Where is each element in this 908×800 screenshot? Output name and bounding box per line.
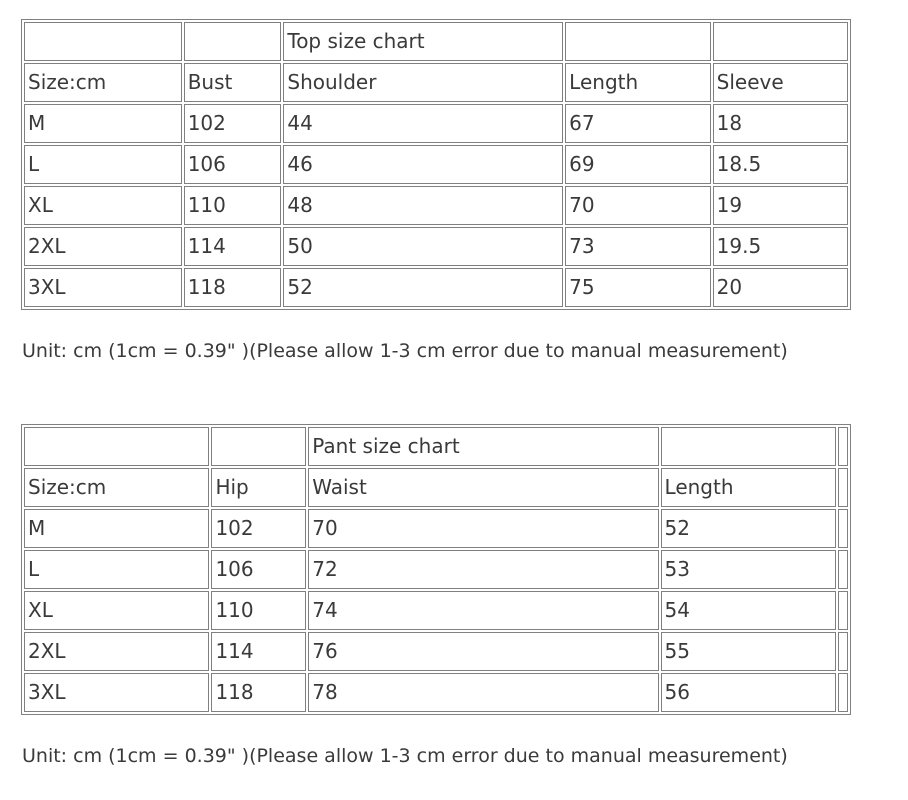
table-cell: 19 [713,186,848,225]
table-cell: 56 [661,673,836,712]
table-cell: XL [24,591,209,630]
table-cell: M [24,509,209,548]
table-cell: 70 [308,509,658,548]
table-cell: 52 [283,268,563,307]
table-cell [184,22,282,61]
table-cell [838,550,848,589]
column-header: Hip [211,468,306,507]
table-cell: 3XL [24,673,209,712]
column-header: Length [565,63,710,102]
table-cell: 19.5 [713,227,848,266]
table-cell [838,632,848,671]
column-header: Length [661,468,836,507]
table-cell [661,427,836,466]
table-cell: 18 [713,104,848,143]
table-cell [24,427,209,466]
table-cell [838,673,848,712]
table-cell: 52 [661,509,836,548]
table-row [24,186,848,225]
table-cell: 20 [713,268,848,307]
table-cell: 46 [283,145,563,184]
pant-chart-unit-note: Unit: cm (1cm = 0.39" )(Please allow 1-3 cm error due to manual measurement) [22,745,788,767]
top-chart-unit-note: Unit: cm (1cm = 0.39" )(Please allow 1-3 cm error due to manual measurement) [22,340,788,362]
table-cell: 76 [308,632,658,671]
table-cell: 3XL [24,268,182,307]
table-header-row [24,468,848,507]
table-cell: 106 [184,145,282,184]
table-cell: 53 [661,550,836,589]
table-title-row [24,22,848,61]
table-cell [838,427,848,466]
table-cell: 118 [184,268,282,307]
table-cell: 114 [184,227,282,266]
table-cell: L [24,145,182,184]
table-cell: 74 [308,591,658,630]
table-cell: 18.5 [713,145,848,184]
table-row [24,227,848,266]
table-header-row [24,63,848,102]
table-cell: 114 [211,632,306,671]
table-cell: 110 [211,591,306,630]
table-cell [838,591,848,630]
table-title-row [24,427,848,466]
table-cell [211,427,306,466]
table-cell: 110 [184,186,282,225]
table-row [24,509,848,548]
table-title: Top size chart [283,22,563,61]
table-cell [565,22,710,61]
table-cell: 2XL [24,632,209,671]
table-cell: 106 [211,550,306,589]
column-header: Waist [308,468,658,507]
top-size-chart-table [21,19,851,310]
table-cell: 67 [565,104,710,143]
column-header: Bust [184,63,282,102]
column-header [838,468,848,507]
pant-size-chart-table [21,424,851,715]
table-cell: 69 [565,145,710,184]
table-title: Pant size chart [308,427,658,466]
table-cell: 48 [283,186,563,225]
table-cell: 102 [211,509,306,548]
table-cell: 70 [565,186,710,225]
table-cell: 55 [661,632,836,671]
table-cell: 50 [283,227,563,266]
column-header: Shoulder [283,63,563,102]
table-cell: 78 [308,673,658,712]
table-cell: 2XL [24,227,182,266]
table-row [24,550,848,589]
table-row [24,591,848,630]
table-cell: 102 [184,104,282,143]
table-row [24,104,848,143]
table-cell: 72 [308,550,658,589]
table-cell: XL [24,186,182,225]
table-cell: L [24,550,209,589]
table-cell [838,509,848,548]
table-row [24,268,848,307]
table-row [24,145,848,184]
table-cell: 44 [283,104,563,143]
table-cell [24,22,182,61]
table-cell: 54 [661,591,836,630]
column-header: Size:cm [24,468,209,507]
table-cell: 118 [211,673,306,712]
table-row [24,632,848,671]
column-header: Sleeve [713,63,848,102]
column-header: Size:cm [24,63,182,102]
table-cell: 73 [565,227,710,266]
table-cell: M [24,104,182,143]
table-row [24,673,848,712]
table-cell: 75 [565,268,710,307]
table-cell [713,22,848,61]
